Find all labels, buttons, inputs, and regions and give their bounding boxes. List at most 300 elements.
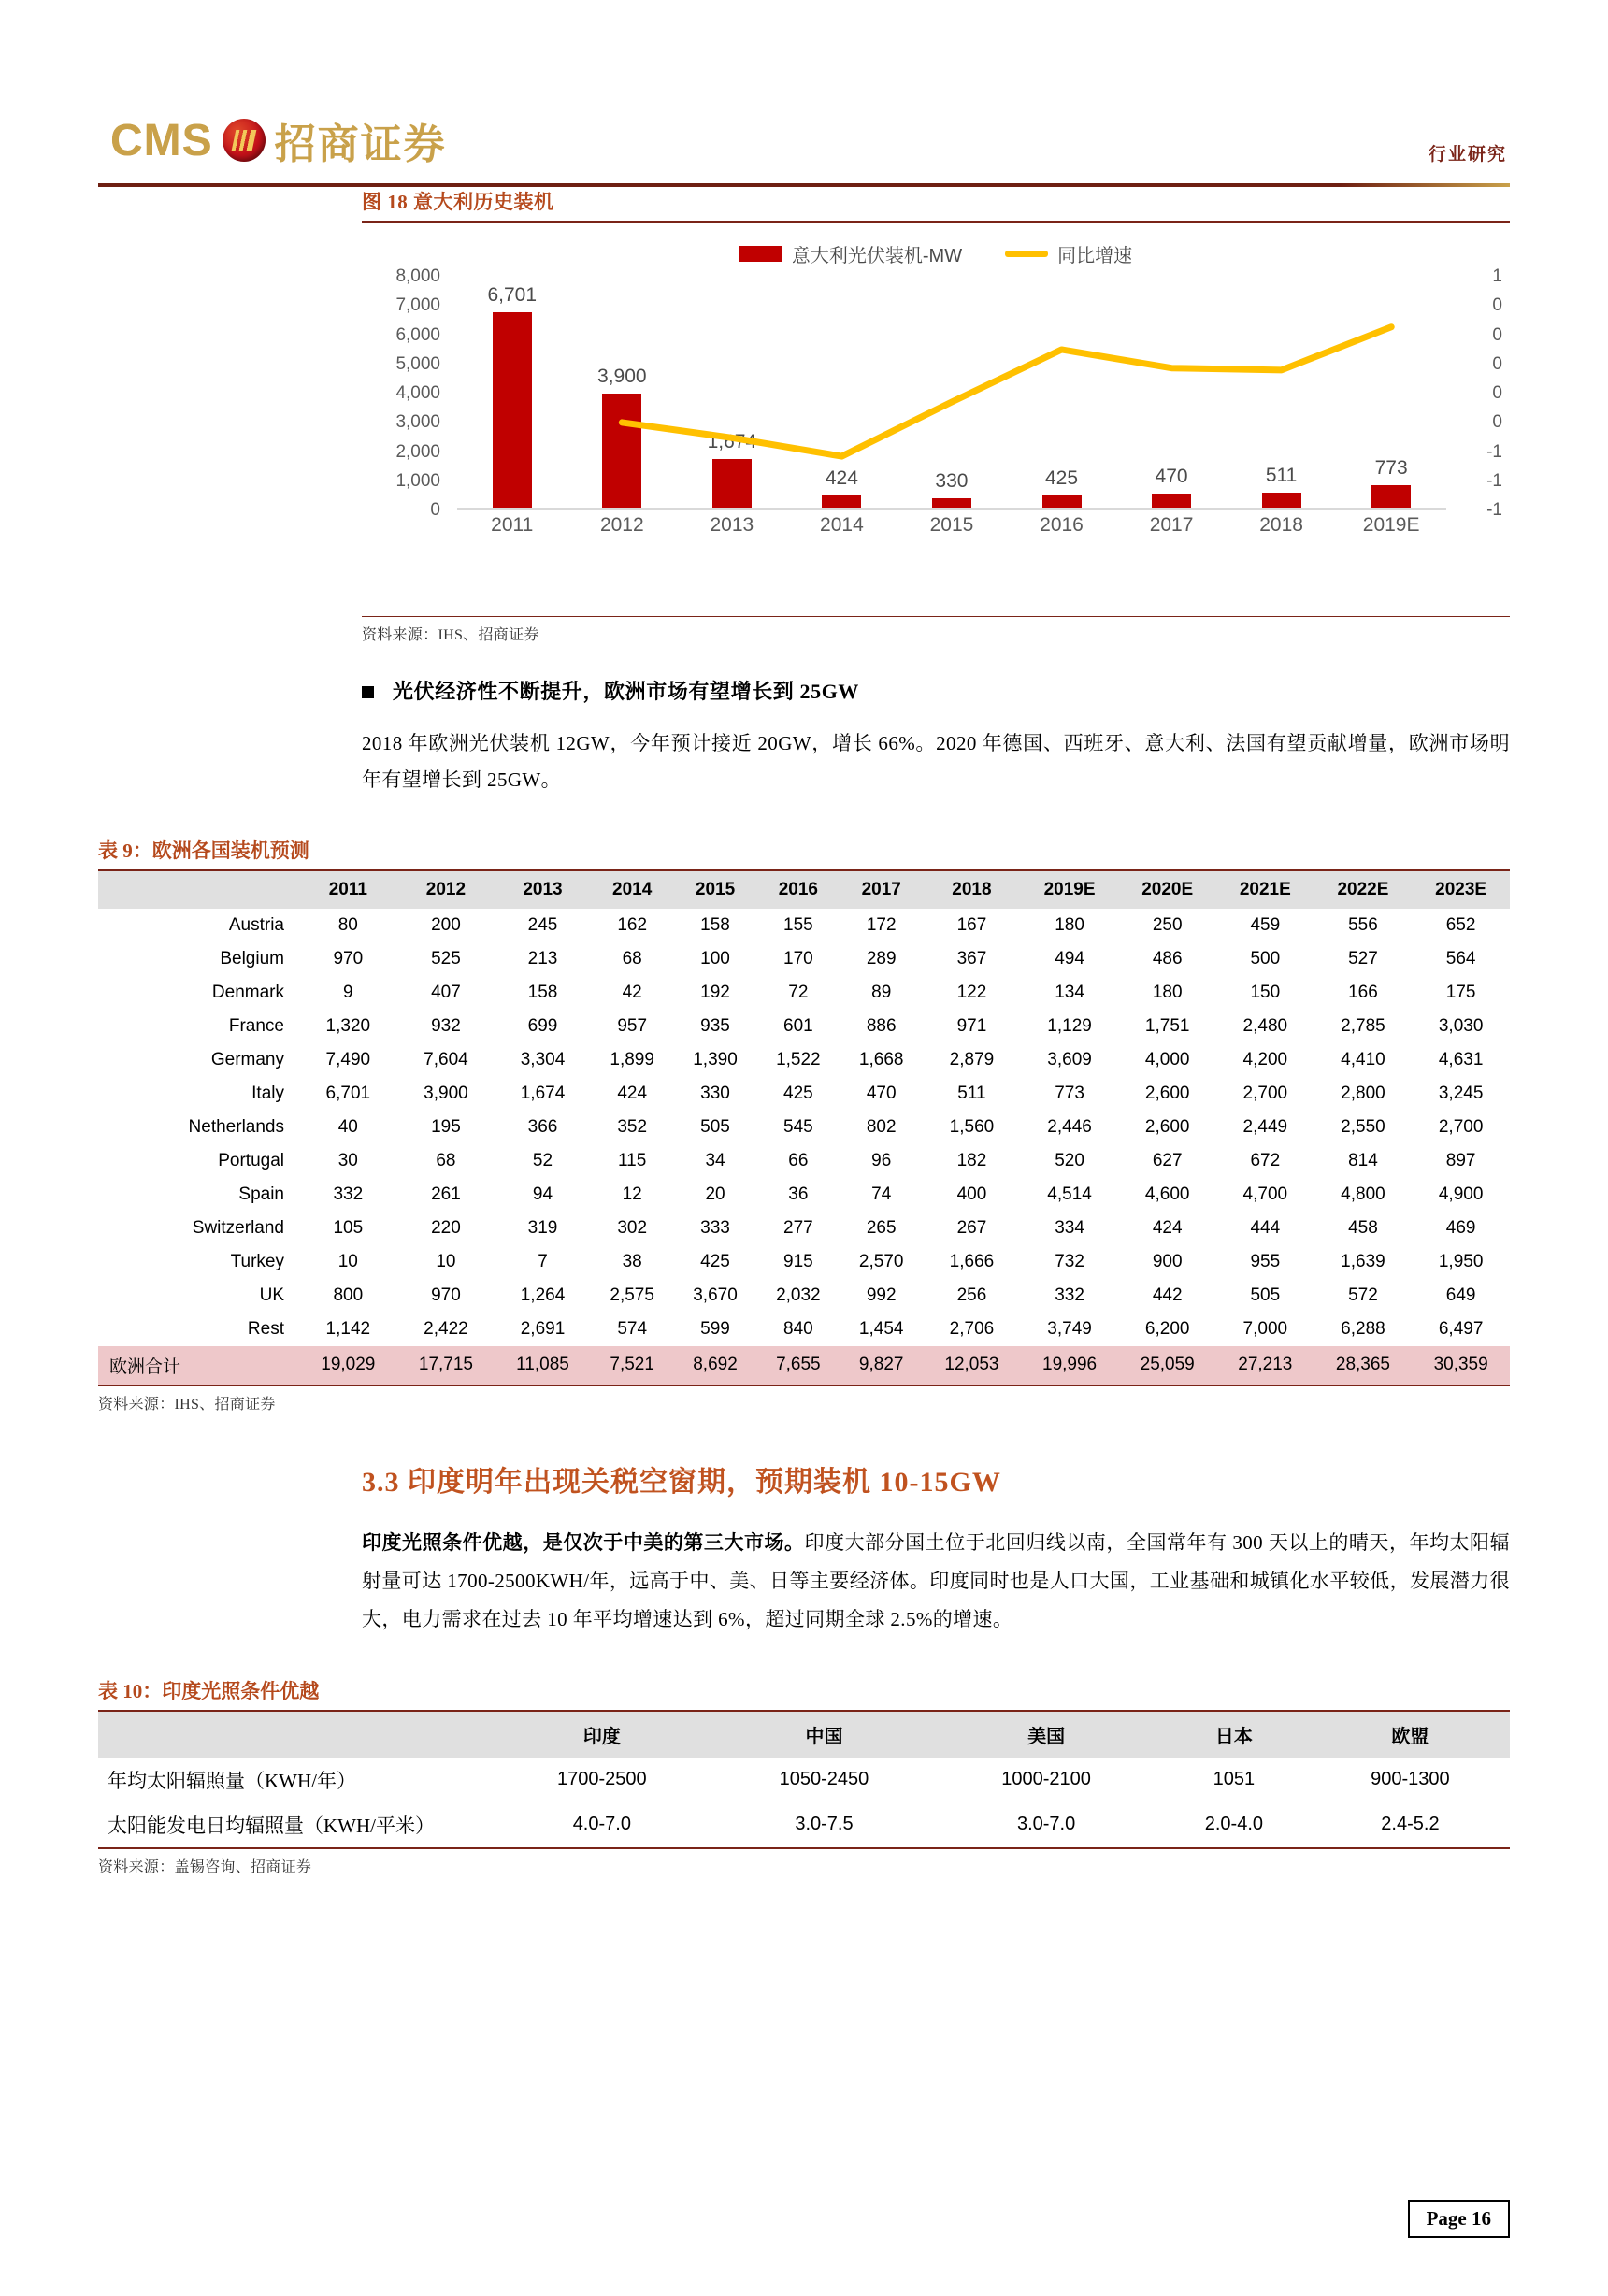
table-row [98,1144,1510,1178]
y-left-tick: 3,000 [395,412,440,433]
table-9-title: 表 9：欧洲各国装机预测 [98,839,309,862]
table-9-total-cell: 27,213 [1238,1355,1293,1375]
table-9-cell: 2,422 [424,1318,468,1339]
table-9-cell: 6,288 [1341,1318,1385,1339]
table-10-col-header: 欧盟 [1311,1712,1510,1758]
table-9-header-row [98,871,1510,909]
table-9-total-cell: 8,692 [693,1355,738,1375]
y-left-tick: 0 [430,500,440,520]
table-9-cell: 72 [788,982,809,1002]
table-10-cell: 4.0-7.0 [572,1814,631,1834]
chart-bar [712,459,752,508]
table-9-cell: 1,560 [949,1116,995,1137]
table-9-cell: 500 [1250,948,1281,969]
table-row [98,1077,1510,1111]
table-9-total-cell: 19,996 [1042,1355,1098,1375]
table-9-row-label: Turkey [230,1251,284,1271]
paragraph-india [362,1524,1510,1639]
table-9-cell: 192 [700,982,730,1002]
table-9-cell: 4,800 [1341,1184,1385,1204]
table-9-cell: 158 [700,914,730,935]
table-9-total-cell: 7,521 [610,1355,654,1375]
table-10-col-header: 美国 [935,1712,1157,1758]
table-9-cell: 1,639 [1341,1251,1385,1271]
bullet-square-icon [362,686,374,698]
table-9-cell: 6,200 [1144,1318,1190,1339]
table-9-cell: 444 [1250,1217,1281,1238]
table-9-cell: 150 [1250,982,1281,1002]
table-9-cell: 3,749 [1047,1318,1092,1339]
table-9-cell: 3,900 [424,1083,468,1103]
table-9-cell: 250 [1152,914,1183,935]
page-header [0,0,1608,187]
table-9-cell: 494 [1055,948,1084,969]
table-9-cell: 4,631 [1438,1049,1484,1069]
table-9-cell: 4,700 [1242,1184,1288,1204]
table-9-cell: 1,142 [325,1318,371,1339]
table-9-total-cell: 17,715 [418,1355,473,1375]
y-left-tick: 6,000 [395,324,440,345]
table-9-cell: 42 [622,982,642,1002]
table-9-cell: 970 [431,1284,461,1305]
table-9-block [0,836,1608,1413]
table-9-cell: 1,522 [776,1049,821,1069]
y-right-tick: 0 [1492,412,1502,433]
table-9-col-header: 2013 [495,871,591,909]
table-9-cell: 170 [783,948,813,969]
table-9-cell: 4,514 [1047,1184,1092,1204]
table-9-cell: 34 [705,1150,725,1170]
table-9-cell: 180 [1152,982,1183,1002]
table-9-cell: 572 [1348,1284,1378,1305]
table-9-cell: 932 [431,1015,461,1036]
table-9-cell: 3,609 [1047,1049,1092,1069]
table-9-col-header: 2021E [1216,871,1314,909]
y-right-tick: 1 [1492,266,1502,286]
table-9-cell: 732 [1055,1251,1084,1271]
chart-x-tick: 2015 [929,514,974,536]
chart-bar [1152,494,1191,508]
table-9-cell: 74 [871,1184,892,1204]
table-9-cell: 220 [431,1217,461,1238]
chart-bar-column [790,277,893,508]
table-9-cell: 166 [1348,982,1378,1002]
table-10-cell: 3.0-7.5 [795,1814,854,1834]
table-9-total-cell: 11,085 [516,1355,569,1375]
chart-bar-value-label: 425 [1044,466,1079,489]
y-right-tick: -1 [1486,500,1502,520]
figure-18-block [362,187,1510,644]
table-9-cell: 442 [1152,1284,1183,1305]
chart-bar [1371,485,1411,508]
table-9-cell: 7,000 [1242,1318,1288,1339]
table-9-total-row [98,1346,1510,1385]
table-9-cell: 94 [532,1184,553,1204]
chart-y-axis-right [1454,266,1510,520]
table-9-cell: 30 [337,1150,358,1170]
chart-bar [602,394,641,508]
paragraph-india-rest: 印度大部分国土位于北回归线以南，全国常年有 300 天以上的晴天，年均太阳辐射量可达 1700-2500KWH/年，远高于中、美、日等主要经济体。印度同时也是人口大国，工业基础和城镇化水平较低，发展潜力很大，电力需求在过去 10 年平均增速达到 6%，超过同期全球 2.5%的增速。 [362,1530,1510,1630]
table-9-cell: 182 [956,1150,987,1170]
table-10-cell: 900-1300 [1371,1769,1450,1789]
table-9-cell: 1,264 [520,1284,566,1305]
table-row [98,1178,1510,1212]
table-9-cell: 332 [333,1184,364,1204]
table-9-cell: 330 [700,1083,730,1103]
table-9-cell: 167 [956,914,987,935]
table-9-cell: 10 [337,1251,358,1271]
y-right-tick: 0 [1492,353,1502,374]
table-9-cell: 333 [700,1217,730,1238]
table-9-total-cell: 19,029 [321,1355,376,1375]
chart-bar-column [900,277,1003,508]
chart-bar [932,498,971,508]
chart-bar [1042,495,1082,508]
table-9-row-label: Rest [247,1318,284,1339]
table-10-col-header-blank [98,1712,491,1758]
chart-bar-series [457,277,1446,508]
table-9-cell: 2,446 [1047,1116,1092,1137]
table-9-cell: 2,879 [949,1049,995,1069]
table-9-cell: 652 [1445,914,1476,935]
table-10-cell: 1051 [1213,1769,1256,1789]
chart-x-tick: 2016 [1040,514,1084,536]
table-9-col-header: 2018 [923,871,1021,909]
table-9-row-label: UK [259,1284,284,1305]
table-row [98,1212,1510,1245]
table-9-col-header: 2020E [1118,871,1216,909]
table-9-cell: 352 [617,1116,648,1137]
table-9-cell: 2,550 [1341,1116,1385,1137]
table-9-cell: 261 [431,1184,461,1204]
table-9-cell: 545 [783,1116,813,1137]
table-9-cell: 100 [700,948,730,969]
legend-label-bars: 意大利光伏装机-MW [791,246,963,266]
table-9-row-label: Switzerland [192,1217,284,1238]
table-9-cell: 2,032 [776,1284,821,1305]
table-9-cell: 2,600 [1144,1083,1190,1103]
table-9-cell: 6,497 [1438,1318,1484,1339]
table-9-cell: 2,800 [1341,1083,1385,1103]
table-9-cell: 4,600 [1144,1184,1190,1204]
chart-bar-value-label: 6,701 [487,283,538,306]
table-9-cell: 672 [1250,1150,1281,1170]
y-left-tick: 2,000 [395,441,440,462]
table-9-row-label: Spain [238,1184,284,1204]
table-9-cell: 366 [527,1116,558,1137]
y-right-tick: -1 [1486,441,1502,462]
table-9-cell: 424 [1152,1217,1183,1238]
chart-bar-column [1010,277,1113,508]
table-10-body [98,1758,1510,1847]
table-9-cell: 289 [866,948,897,969]
bullet-text-eu: 光伏经济性不断提升，欧洲市场有望增长到 25GW [393,680,860,703]
table-9-cell: 175 [1445,982,1476,1002]
chart-bar [493,312,532,508]
y-right-tick: 0 [1492,383,1502,403]
table-9-cell: 3,670 [693,1284,738,1305]
table-9-cell: 469 [1445,1217,1476,1238]
chart-bar-value-label: 3,900 [597,366,647,388]
chart-bar-value-label: 424 [825,466,858,489]
table-10-cell: 2.0-4.0 [1204,1814,1264,1834]
chart-plot-wrap [362,266,1510,557]
table-9-cell: 992 [866,1284,897,1305]
table-9-cell: 505 [1250,1284,1281,1305]
table-9-cell: 525 [431,948,461,969]
table-9-cell: 840 [783,1318,813,1339]
table-10-title: 表 10：印度光照条件优越 [98,1679,320,1702]
chart-bar-value-label: 1,674 [707,430,757,452]
table-9-cell: 115 [618,1150,647,1170]
table-row [98,909,1510,942]
table-10-block [0,1676,1608,1876]
table-9-cell: 155 [783,914,813,935]
chart-bar-column [1120,277,1223,508]
table-9-cell: 319 [527,1217,558,1238]
section-3-3-heading: 3.3 印度明年出现关税空窗期，预期装机 10-15GW [362,1466,1001,1498]
table-9-cell: 1,668 [858,1049,904,1069]
table-9-cell: 627 [1152,1150,1183,1170]
table-9-cell: 802 [866,1116,897,1137]
chart-x-tick: 2011 [491,514,534,536]
table-9-total-cell: 25,059 [1140,1355,1195,1375]
table-10-cell: 2.4-5.2 [1381,1814,1440,1834]
table-9-cell: 158 [527,982,558,1002]
table-9-body [98,909,1510,1385]
table-9-cell: 935 [700,1015,730,1036]
table-9-cell: 122 [956,982,987,1002]
table-9-row-label: Belgium [220,948,284,969]
table-9-cell: 814 [1348,1150,1378,1170]
table-9-cell: 470 [866,1083,897,1103]
chart-bar-column [570,277,673,508]
table-9-cell: 1,320 [325,1015,371,1036]
table-9-cell: 574 [617,1318,648,1339]
table-10-col-header: 中国 [713,1712,936,1758]
table-9-cell: 334 [1055,1217,1084,1238]
table-9-cell: 1,129 [1047,1015,1092,1036]
table-9-cell: 180 [1055,914,1084,935]
table-9-cell: 2,449 [1242,1116,1288,1137]
chart-bar-value-label: 470 [1155,466,1188,488]
table-9-cell: 256 [956,1284,987,1305]
table-9-cell: 3,245 [1438,1083,1484,1103]
table-row [98,1758,1510,1802]
table-9-cell: 89 [871,982,892,1002]
table-row [98,1313,1510,1346]
table-9-cell: 2,575 [610,1284,654,1305]
table-9-total-label: 欧洲合计 [109,1356,181,1377]
table-9-cell: 40 [337,1116,358,1137]
chart-bar-value-label: 773 [1374,456,1408,479]
table-9-row-label: Italy [251,1083,284,1103]
table-9-cell: 2,691 [520,1318,566,1339]
figure-18-chart [362,223,1510,616]
table-9-col-header: 2023E [1412,871,1510,909]
table-9-cell: 486 [1152,948,1183,969]
cms-emblem-icon [223,119,266,162]
table-9-cell: 800 [333,1284,364,1305]
table-9-cell: 267 [956,1217,987,1238]
paragraph-eu: 2018 年欧洲光伏装机 12GW，今年预计接近 20GW，增长 66%。2020 年德国、西班牙、意大利、法国有望贡献增量，欧洲市场明年有望增长到 25GW。 [362,732,1510,791]
table-9-cell: 699 [527,1015,558,1036]
logo-text-en: CMS [110,115,213,165]
table-9-cell: 511 [957,1083,986,1103]
table-9-cell: 265 [866,1217,897,1238]
legend-label-line: 同比增速 [1057,246,1133,266]
table-9-cell: 2,700 [1242,1083,1288,1103]
table-9-cell: 36 [788,1184,809,1204]
chart-x-tick: 2013 [710,514,754,536]
legend-item-bars [739,240,962,267]
table-9-cell: 52 [532,1150,553,1170]
table-9-cell: 915 [783,1251,813,1271]
logo-text-cn: 招商证券 [274,122,447,167]
figure-18-title: 图 18 意大利历史装机 [362,191,554,213]
table-10-cell: 3.0-7.0 [1016,1814,1076,1834]
table-9-cell: 162 [617,914,648,935]
table-9-cell: 4,900 [1438,1184,1484,1204]
legend-line-swatch-icon [1005,251,1048,257]
figure-18-source: 资料来源：IHS、招商证券 [362,627,539,643]
table-9-col-header-blank [98,871,299,909]
table-9-cell: 200 [431,914,461,935]
table-row [98,1111,1510,1144]
table-9-cell: 424 [617,1083,648,1103]
table-10-col-header: 日本 [1157,1712,1311,1758]
table-9-cell: 1,899 [610,1049,654,1069]
table-row [98,1802,1510,1847]
y-right-tick: 0 [1492,295,1502,316]
table-9-cell: 6,701 [325,1083,371,1103]
table-9-cell: 556 [1348,914,1378,935]
chart-bar-value-label: 330 [935,469,969,492]
table-9-cell: 105 [333,1217,364,1238]
table-9-cell: 12 [622,1184,642,1204]
table-10-cell: 1050-2450 [779,1769,869,1789]
table-9-cell: 1,390 [693,1049,738,1069]
table-9-cell: 7 [538,1251,548,1271]
table-9-col-header: 2016 [756,871,840,909]
chart-x-tick: 2017 [1149,514,1194,536]
table-9-cell: 10 [436,1251,456,1271]
table-9-cell: 601 [783,1015,813,1036]
table-9-cell: 7,490 [325,1049,371,1069]
table-9-total-cell: 28,365 [1335,1355,1390,1375]
paragraph-india-lead: 印度光照条件优越，是仅次于中美的第三大市场。 [362,1530,805,1554]
table-row [98,942,1510,976]
table-row [98,976,1510,1010]
table-9-cell: 527 [1348,948,1378,969]
table-9-cell: 68 [436,1150,456,1170]
table-10-source: 资料来源：盖锡咨询、招商证券 [98,1858,312,1875]
table-9-cell: 80 [337,914,358,935]
table-9-cell: 9 [343,982,353,1002]
table-9-cell: 599 [700,1318,730,1339]
table-9-cell: 134 [1055,982,1084,1002]
chart-bar-value-label: 511 [1265,465,1298,487]
table-9-cell: 2,700 [1438,1116,1484,1137]
table-9-source: 资料来源：IHS、招商证券 [98,1396,276,1413]
y-left-tick: 5,000 [395,353,440,374]
chart-y-axis-left [362,266,448,520]
bullet-row-eu [362,676,1510,705]
y-left-tick: 7,000 [395,295,440,316]
chart-plot-area [457,277,1446,510]
table-9-row-label: France [228,1015,284,1036]
table-9-cell: 505 [700,1116,730,1137]
chart-bar-column [1340,277,1443,508]
table-10-cell: 1000-2100 [1001,1769,1091,1789]
header-category-label: 行业研究 [1428,145,1507,165]
table-row [98,1043,1510,1077]
page-number-badge: Page 16 [1408,2200,1510,2238]
chart-bar [822,495,861,508]
table-10-header-row [98,1712,1510,1758]
chart-bar [1262,493,1301,508]
table-9-cell: 4,200 [1242,1049,1288,1069]
table-9-cell: 2,706 [949,1318,995,1339]
table-9-col-header: 2014 [591,871,674,909]
legend-item-line [1005,240,1132,267]
table-9-total-cell: 12,053 [944,1355,999,1375]
table-9-row-label: Germany [210,1049,284,1069]
table-9-cell: 3,030 [1438,1015,1484,1036]
y-right-tick: 0 [1492,324,1502,345]
y-left-tick: 8,000 [395,266,440,286]
table-9-cell: 2,480 [1242,1015,1288,1036]
table-9-cell: 2,785 [1341,1015,1385,1036]
table-9-cell: 900 [1152,1251,1183,1271]
table-9-cell: 897 [1445,1150,1476,1170]
table-10-row-label: 年均太阳辐照量（KWH/年） [108,1769,356,1792]
chart-x-tick: 2019E [1362,514,1420,536]
table-9-cell: 1,666 [949,1251,995,1271]
table-9-total-cell: 30,359 [1433,1355,1488,1375]
table-9-cell: 213 [527,948,558,969]
table-9-cell: 520 [1055,1150,1084,1170]
table-9-cell: 302 [617,1217,648,1238]
table-9-cell: 1,454 [858,1318,904,1339]
table-10-cell: 1700-2500 [556,1769,647,1789]
table-9-cell: 425 [700,1251,730,1271]
table-9-cell: 955 [1250,1251,1281,1271]
table-9-col-header: 2017 [840,871,923,909]
table-9-cell: 458 [1348,1217,1378,1238]
legend-bar-swatch-icon [739,246,782,262]
table-9-cell: 649 [1445,1284,1476,1305]
y-right-tick: -1 [1486,470,1502,491]
table-9-row-label: Denmark [211,982,284,1002]
chart-bar-column [681,277,783,508]
table-9-cell: 20 [705,1184,725,1204]
table-9-row-label: Portugal [218,1150,284,1170]
chart-x-tick: 2012 [599,514,644,536]
table-10 [98,1712,1510,1847]
table-9-cell: 970 [333,948,364,969]
chart-x-axis [457,514,1446,537]
table-9-cell: 1,950 [1438,1251,1484,1271]
table-9-col-header: 2012 [397,871,495,909]
table-9-cell: 66 [788,1150,809,1170]
table-9-cell: 4,000 [1144,1049,1190,1069]
header-divider [98,183,1510,187]
table-9-total-cell: 9,827 [858,1355,904,1375]
table-9-cell: 564 [1445,948,1476,969]
table-9-cell: 957 [617,1015,648,1036]
table-9-col-header: 2015 [674,871,757,909]
